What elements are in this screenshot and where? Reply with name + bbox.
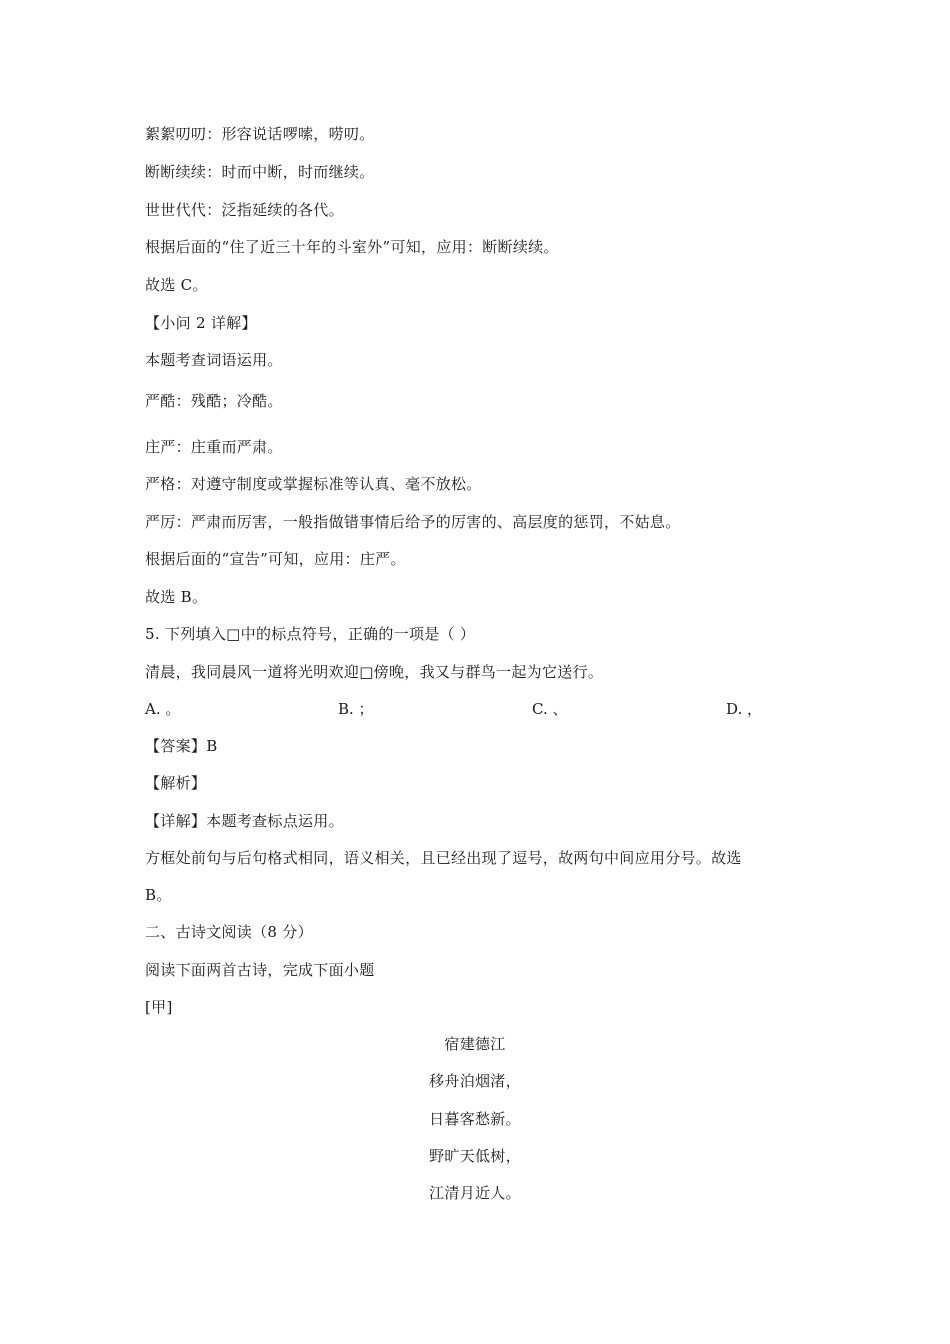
subquestion-heading: 【小问 2 详解】 [145, 314, 257, 332]
option-c: C. 、 [532, 700, 568, 718]
definition-duanduanxuxu: 断断续续：时而中断，时而继续。 [145, 163, 375, 181]
explanation-continuation: B。 [145, 886, 172, 904]
option-d: D. ， [726, 700, 763, 718]
explanation-text: 方框处前句与后句格式相同，语义相关，且已经出现了逗号，故两句中间应用分号。故选 [145, 849, 742, 867]
answer-label: 【答案】B [145, 737, 218, 755]
option-b: B. ； [338, 700, 374, 718]
answer-choice-text: 故选 C。 [145, 276, 208, 294]
definition-yanku: 严酷：残酷；冷酷。 [145, 392, 283, 410]
explanation-text: 本题考查词语运用。 [145, 351, 283, 369]
section-heading: 二、古诗文阅读（8 分） [145, 923, 313, 941]
analysis-text: 根据后面的“住了近三十年的斗室外”可知，应用：断断续续。 [145, 238, 559, 256]
definition-zhuangyan: 庄严：庄重而严肃。 [145, 438, 283, 456]
question-5-stem: 5. 下列填入□中的标点符号，正确的一项是（ ） [145, 625, 476, 643]
reading-instruction: 阅读下面两首古诗，完成下面小题 [145, 961, 375, 979]
poem-line: 日暮客愁新。 [429, 1110, 521, 1128]
definition-shishidaidai: 世世代代：泛指延续的各代。 [145, 201, 344, 219]
poem-line: 江清月近人。 [429, 1184, 521, 1202]
poem-label: [甲] [145, 998, 173, 1016]
poem-line: 野旷天低树， [429, 1147, 521, 1165]
definition-xuxudaodao: 絮絮叨叨：形容说话啰嗦，唠叨。 [145, 125, 375, 143]
analysis-label: 【解析】 [145, 774, 207, 792]
detail-explanation: 【详解】本题考查标点运用。 [145, 812, 344, 830]
poem-title: 宿建德江 [444, 1035, 506, 1053]
analysis-text: 根据后面的“宣告”可知，应用：庄严。 [145, 550, 406, 568]
definition-yanli: 严厉：严肃而厉害，一般指做错事情后给予的厉害的、高层度的惩罚，不姑息。 [145, 513, 681, 531]
poem-line: 移舟泊烟渚， [429, 1072, 521, 1090]
question-5-sentence: 清晨，我同晨风一道将光明欢迎□傍晚，我又与群鸟一起为它送行。 [145, 663, 604, 681]
definition-yange: 严格：对遵守制度或掌握标准等认真、毫不放松。 [145, 475, 482, 493]
option-a: A. 。 [145, 700, 181, 718]
answer-choice-text: 故选 B。 [145, 588, 208, 606]
